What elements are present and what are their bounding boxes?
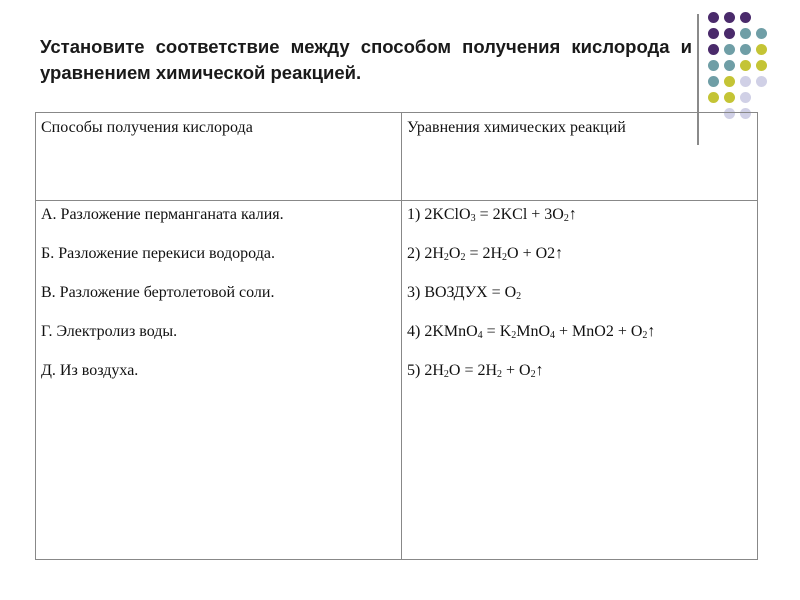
subscript: 2 bbox=[502, 252, 508, 263]
method-item-d: Д. Из воздуха. bbox=[41, 362, 139, 379]
method-item-g: Г. Электролиз воды. bbox=[41, 323, 178, 340]
equation-text: 4) 2KMnO bbox=[407, 323, 478, 340]
subscript: 2 bbox=[642, 330, 648, 341]
equation-text: O = 2H bbox=[448, 362, 498, 379]
subscript: 4 bbox=[477, 330, 483, 341]
decorative-dot bbox=[708, 60, 719, 71]
equation-text: ↑ bbox=[647, 323, 656, 340]
decorative-dot bbox=[740, 12, 751, 23]
header-methods-label: Способы получения кислорода bbox=[41, 119, 253, 136]
decorative-dot bbox=[724, 28, 735, 39]
equation-item-3 bbox=[407, 283, 752, 303]
table-body-row bbox=[36, 201, 758, 560]
equation-text: = 2H bbox=[465, 245, 503, 262]
decorative-dot bbox=[756, 60, 767, 71]
method-item-v: В. Разложение бертолетовой соли. bbox=[41, 284, 275, 301]
decorative-dot bbox=[724, 76, 735, 87]
subscript: 2 bbox=[497, 369, 503, 380]
equation-text: 3) ВОЗДУХ = O bbox=[407, 284, 517, 301]
decorative-dot bbox=[708, 28, 719, 39]
equation-text: + MnO2 + O bbox=[555, 323, 643, 340]
equation-text: 1) 2KClO bbox=[407, 206, 471, 223]
equation-text: 2) 2H bbox=[407, 245, 444, 262]
methods-cell bbox=[36, 201, 402, 560]
decorative-dot bbox=[756, 76, 767, 87]
decorative-dot bbox=[740, 44, 751, 55]
subscript: 2 bbox=[460, 252, 466, 263]
method-item-b: Б. Разложение перекиси водорода. bbox=[41, 245, 275, 262]
decorative-dot bbox=[708, 12, 719, 23]
header-methods bbox=[36, 113, 402, 201]
method-item-a: А. Разложение перманганата калия. bbox=[41, 206, 284, 223]
decorative-dot bbox=[708, 76, 719, 87]
equation-item-5 bbox=[407, 361, 752, 381]
decorative-dot bbox=[740, 60, 751, 71]
header-equations-label: Уравнения химических реакций bbox=[407, 119, 626, 136]
table-header-row bbox=[36, 113, 758, 201]
equations-cell bbox=[402, 201, 758, 560]
decorative-dot bbox=[756, 28, 767, 39]
equation-item-1 bbox=[407, 205, 752, 225]
subscript: 2 bbox=[443, 369, 449, 380]
decorative-dot bbox=[724, 12, 735, 23]
decorative-dot bbox=[724, 92, 735, 103]
equation-item-2 bbox=[407, 244, 752, 264]
equation-text: O + O2↑ bbox=[507, 245, 564, 262]
decorative-dot bbox=[708, 92, 719, 103]
subscript: 3 bbox=[470, 213, 476, 224]
subscript: 4 bbox=[550, 330, 556, 341]
equation-text: = 2KCl + 3O bbox=[475, 206, 564, 223]
equation-item-4 bbox=[407, 322, 752, 342]
slide-title: Установите соответствие между способом получения кислорода и уравнением химической реакцией. bbox=[40, 36, 692, 83]
decorative-dot bbox=[740, 76, 751, 87]
equation-text: O bbox=[448, 245, 461, 262]
equation-text: ↑ bbox=[535, 362, 544, 379]
subscript: 2 bbox=[563, 213, 569, 224]
subscript: 2 bbox=[511, 330, 517, 341]
equation-text: 5) 2H bbox=[407, 362, 444, 379]
equation-text: MnO bbox=[516, 323, 551, 340]
subscript: 2 bbox=[516, 291, 522, 302]
subscript: 2 bbox=[530, 369, 536, 380]
decorative-dot bbox=[724, 44, 735, 55]
decorative-dot-grid bbox=[708, 12, 772, 128]
decorative-dot bbox=[756, 44, 767, 55]
equation-text: + O bbox=[502, 362, 531, 379]
decorative-dot bbox=[740, 92, 751, 103]
decorative-dot bbox=[708, 44, 719, 55]
matching-table bbox=[35, 112, 758, 560]
subscript: 2 bbox=[443, 252, 449, 263]
decorative-dot bbox=[740, 28, 751, 39]
equation-text: = K bbox=[482, 323, 512, 340]
header-equations bbox=[402, 113, 758, 201]
equation-text: ↑ bbox=[568, 206, 577, 223]
decorative-dot bbox=[724, 60, 735, 71]
